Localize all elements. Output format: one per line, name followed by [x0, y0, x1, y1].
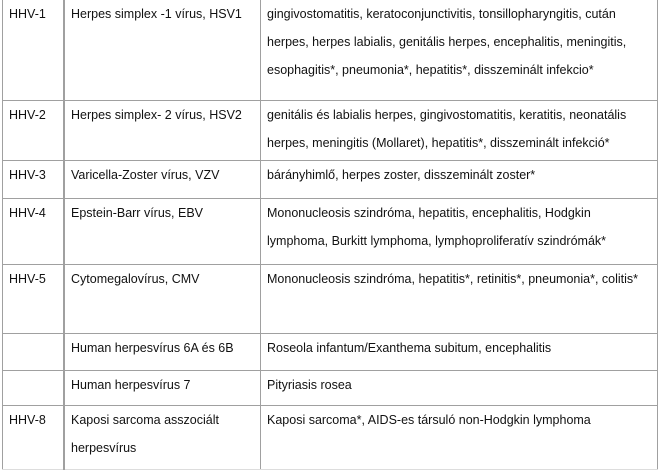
diseases: gingivostomatitis, keratoconjunctivitis, tonsillopharyngitis, cután herpes, herpes labialis, genitális herpes, encephalitis, meningitis, esophagitis*, pneumonia*, hepatitis*, disszeminált infekcio*: [261, 0, 658, 100]
virus-id: HHV-1: [3, 0, 65, 100]
table-row: [3, 370, 658, 405]
diseases: Pityriasis rosea: [261, 370, 658, 405]
diseases: genitális és labialis herpes, gingivostomatitis, keratitis, neonatális herpes, meningitis (Mollaret), hepatitis*, disszeminált infekció*: [261, 100, 658, 160]
table-row: [3, 198, 658, 264]
virus-name: Epstein-Barr vírus, EBV: [64, 198, 261, 264]
diseases: Roseola infantum/Exanthema subitum, encephalitis: [261, 333, 658, 370]
diseases: Mononucleosis szindróma, hepatitis, encephalitis, Hodgkin lymphoma, Burkitt lymphoma, lymphoproliferatív szindrómák*: [261, 198, 658, 264]
virus-name: Kaposi sarcoma asszociált herpesvírus: [64, 405, 261, 469]
virus-id: HHV-3: [3, 160, 65, 198]
table-row: [3, 333, 658, 370]
virus-id: HHV-5: [3, 264, 65, 333]
virus-id: HHV-4: [3, 198, 65, 264]
diseases: bárányhimlő, herpes zoster, disszeminált zoster*: [261, 160, 658, 198]
virus-name: Herpes simplex -1 vírus, HSV1: [64, 0, 261, 100]
virus-id: [3, 333, 65, 370]
table-row: [3, 405, 658, 469]
virus-name: Human herpesvírus 6A és 6B: [64, 333, 261, 370]
virus-name: Herpes simplex- 2 vírus, HSV2: [64, 100, 261, 160]
table-row: [3, 100, 658, 160]
virus-name: Cytomegalovírus, CMV: [64, 264, 261, 333]
table-row: [3, 0, 658, 100]
virus-id: [3, 370, 65, 405]
table-row: [3, 264, 658, 333]
herpesvirus-table: [2, 0, 658, 470]
virus-id: HHV-2: [3, 100, 65, 160]
virus-name: Varicella-Zoster vírus, VZV: [64, 160, 261, 198]
table-row: [3, 160, 658, 198]
virus-name: Human herpesvírus 7: [64, 370, 261, 405]
diseases: Mononucleosis szindróma, hepatitis*, retinitis*, pneumonia*, colitis*: [261, 264, 658, 333]
virus-id: HHV-8: [3, 405, 65, 469]
diseases: Kaposi sarcoma*, AIDS-es társuló non-Hodgkin lymphoma: [261, 405, 658, 469]
